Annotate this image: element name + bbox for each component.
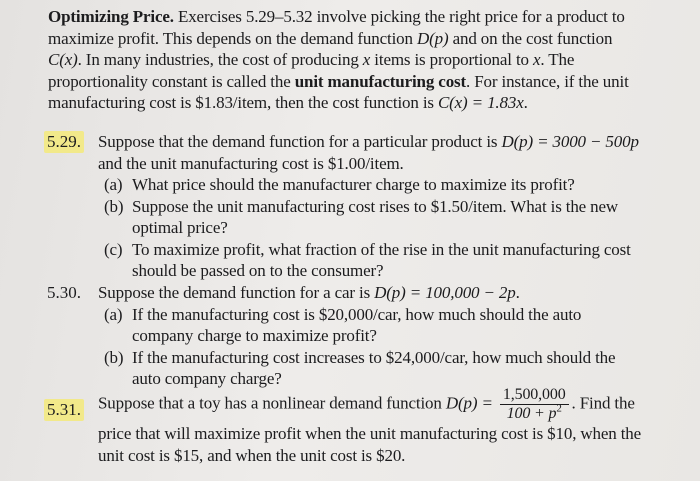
exercise-5-31-stem: Suppose that a toy has a nonlinear demand function D(p) = $\frac{1,500,000}{100 + p^2}$ . Find the price that will maximize profit when the unit manufacturing cost is $10, when the unit cost is $15, and when the unit cost is $20.	[98, 386, 642, 465]
exercise-5-29-stem: Suppose that the demand function for a particular product is D(p) = 3000 − 500p and the unit manufacturing cost is $1.00/item.	[98, 132, 639, 173]
exercise-5-29-part-c: (c) To maximize profit, what fraction of the rise in the unit manufacturing cost should be passed on to the consumer?	[104, 239, 631, 280]
intro-paragraph: Optimizing Price. Exercises 5.29–5.32 involve picking the right price for a product to maximize profit. This depends on the demand function D(p) and on the cost function C(x). In many industries, the cost of producing x items is proportional to x. The proportionality constant is called the unit manufacturing cost. For instance, if the unit manufacturing cost is $1.83/item, then the cost function is C(x) = 1.83x.	[48, 7, 629, 112]
demand-fraction: $\frac{1,500,000}{100 + p^2}$	[500, 386, 569, 423]
exercise-5-30-part-b: (b) If the manufacturing cost increases to $24,000/car, how much should the auto company charge?	[104, 347, 616, 388]
exercise-number-5-30: 5.30.	[47, 283, 81, 302]
exercise-5-31	[98, 386, 646, 467]
exercise-5-29-part-a: (a) What price should the manufacturer charge to maximize its profit?	[104, 175, 575, 194]
intro-title: Optimizing Price.	[48, 7, 174, 26]
exercise-5-30	[98, 282, 646, 390]
exercise-number-5-31: 5.31.	[44, 399, 84, 421]
exercise-5-29-part-b: (b) Suppose the unit manufacturing cost rises to $1.50/item. What is the new optimal price?	[104, 196, 619, 237]
exercise-5-30-part-a: (a) If the manufacturing cost is $20,000/car, how much should the auto company charge to maximize profit?	[104, 304, 582, 345]
exercise-number-5-29: 5.29.	[44, 131, 84, 153]
exercise-5-30-stem: Suppose the demand function for a car is D(p) = 100,000 − 2p.	[98, 283, 520, 302]
exercise-5-29	[98, 131, 646, 282]
intro-bold-term: unit manufacturing cost	[294, 71, 467, 91]
